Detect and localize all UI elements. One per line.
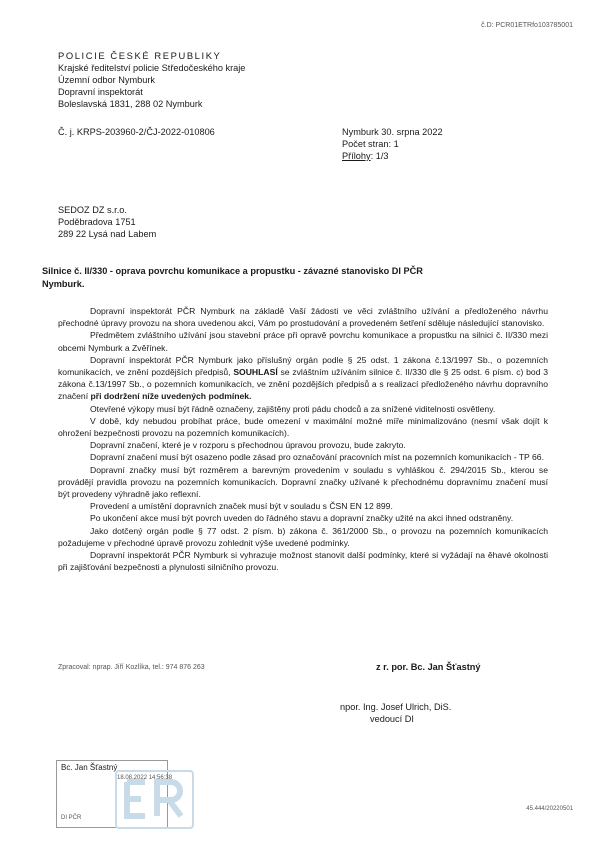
attachments-label: Přílohy bbox=[342, 151, 371, 161]
paragraph-downtime: V době, kdy nebudou probíhat práce, bude omezení v maximální možné míře minimalizováno (nesmí však dojít k ohrožení bezpečnosti provozu na pozemních komunikacích). bbox=[58, 415, 548, 439]
recipient-city: 289 22 Lysá nad Labem bbox=[58, 229, 157, 239]
prepared-by: Zpracoval: nprap. Jiří Kozlíka, tel.: 974 876 263 bbox=[58, 664, 205, 671]
paragraph-sign-specs: Dopravní značky musí být rozměrem a barevným provedením v souladu s vyhláškou č. 294/2015 Sb., kterou se provádějí pravidla provozu na pozemních komunikacích. Dopravní značky užívané k přechodnému dopravnímu značení musí být provedeny výhradně jako reflexní. bbox=[58, 464, 548, 500]
sender-region: Krajské ředitelství policie Středočeského kraje bbox=[58, 63, 246, 73]
paragraph-completion: Po ukončení akce musí být povrch uveden do řádného stavu a dopravní značky užité na akci ihned odstraněny. bbox=[90, 513, 514, 524]
consent-text-2: se zvláštním užíváním silnice č. II/330 dle § 25 odst. 6 písm. c) bod 3 zákona č.13/1997 Sb., o pozemních komunikacích, ve znění pozdějších předpisů a s realizací předloženého návrhu dopravního značení bbox=[58, 367, 549, 402]
reference-number: Č. j. KRPS-203960-2/ČJ-2022-010806 bbox=[58, 127, 215, 137]
subject-line: Silnice č. II/330 - oprava povrchu komunikace a propustku - závazné stanovisko DI PČR bbox=[42, 266, 423, 276]
paragraph-authority: Jako dotčený orgán podle § 77 odst. 2 písm. b) zákona č. 361/2000 Sb., o provozu na pozemních komunikacích požadujeme v přechodné úpravě provozu zohlednit výše uvedené podmínky. bbox=[58, 525, 548, 548]
signatory-name: npor. Ing. Josef Ulrich, DiS. bbox=[340, 702, 452, 712]
recipient-name: SEDOZ DZ s.r.o. bbox=[58, 205, 127, 215]
stamp-id: 18.08.2022 14:56:38 bbox=[117, 775, 173, 781]
paragraph-tp66: Dopravní značení musí být osazeno podle zásad pro označování pracovních míst na pozemních komunikacích - TP 66. bbox=[90, 452, 544, 463]
stamp-logo-icon bbox=[117, 772, 192, 827]
sender-department: Územní odbor Nymburk bbox=[58, 75, 156, 85]
sender-address: Boleslavská 1831, 288 02 Nymburk bbox=[58, 99, 203, 109]
sender-organization: POLICIE ČESKÉ REPUBLIKY bbox=[58, 50, 222, 61]
page-count: Počet stran: 1 bbox=[342, 139, 399, 149]
letter-body bbox=[58, 305, 548, 573]
stamp-name: Bc. Jan Šťastný bbox=[61, 763, 118, 772]
stamp-logo-graphic bbox=[115, 770, 194, 829]
paragraph-excavations: Otevřené výkopy musí být řádně označeny, zajištěny proti pádu chodců a za snížené viditelnosti osvětleny. bbox=[90, 403, 496, 414]
subject-line-2: Nymburk. bbox=[42, 279, 85, 289]
paragraph-csn: Provedení a umístění dopravních značek musí být v souladu s ČSN EN 12 899. bbox=[90, 501, 393, 512]
paragraph-request: Dopravní inspektorát PČR Nymburk na základě Vaší žádosti ve věci zvláštního užívání a předloženého návrhu přechodné úpravy provozu na shora uvedenou akci, Vám po prostudování a provedeném šetření sděluje následující stanovisko. bbox=[58, 306, 548, 329]
signatory-role: vedoucí DI bbox=[370, 714, 414, 724]
paragraph-subject: Předmětem zvláštního užívání jsou stavební práce při opravě povrchu komunikace a propustku na silnici č. II/330 mezi obcemi Nymburk a Zvěřínek. bbox=[58, 330, 548, 353]
consent-keyword: SOUHLASÍ bbox=[233, 367, 278, 378]
consent-conditions: při dodržení níže uvedených podmínek. bbox=[90, 391, 252, 402]
attachments bbox=[342, 151, 389, 162]
footer-code: 45.444/20220501 bbox=[526, 806, 573, 812]
attachments-value: : 1/3 bbox=[370, 151, 389, 161]
stamp-note: DI PČR bbox=[61, 815, 82, 821]
signature-on-behalf: z r. por. Bc. Jan Šťastný bbox=[376, 662, 481, 672]
sender-unit: Dopravní inspektorát bbox=[58, 87, 143, 97]
document-date: Nymburk 30. srpna 2022 bbox=[342, 127, 443, 137]
paragraph-consent bbox=[58, 354, 548, 403]
paragraph-covering: Dopravní značení, které je v rozporu s přechodnou úpravou provozu, bude zakryto. bbox=[90, 440, 406, 451]
document-reference: č.D: PCR01ETRfo103785001 bbox=[481, 22, 573, 29]
consent-text-1: Dopravní inspektorát PČR Nymburk jako příslušný orgán podle § 25 odst. 1 zákona č.13/1997 Sb., o pozemních komunikacích, ve znění pozdějších předpisů, bbox=[58, 354, 548, 378]
recipient-street: Poděbradova 1751 bbox=[58, 217, 136, 227]
paragraph-reservation: Dopravní inspektorát PČR Nymburk si vyhrazuje možnost stanovit další podmínky, které si vyžádají na ěhavé okolnosti při zajišťování bezpečnosti a plynulosti silničního provozu. bbox=[58, 550, 548, 573]
